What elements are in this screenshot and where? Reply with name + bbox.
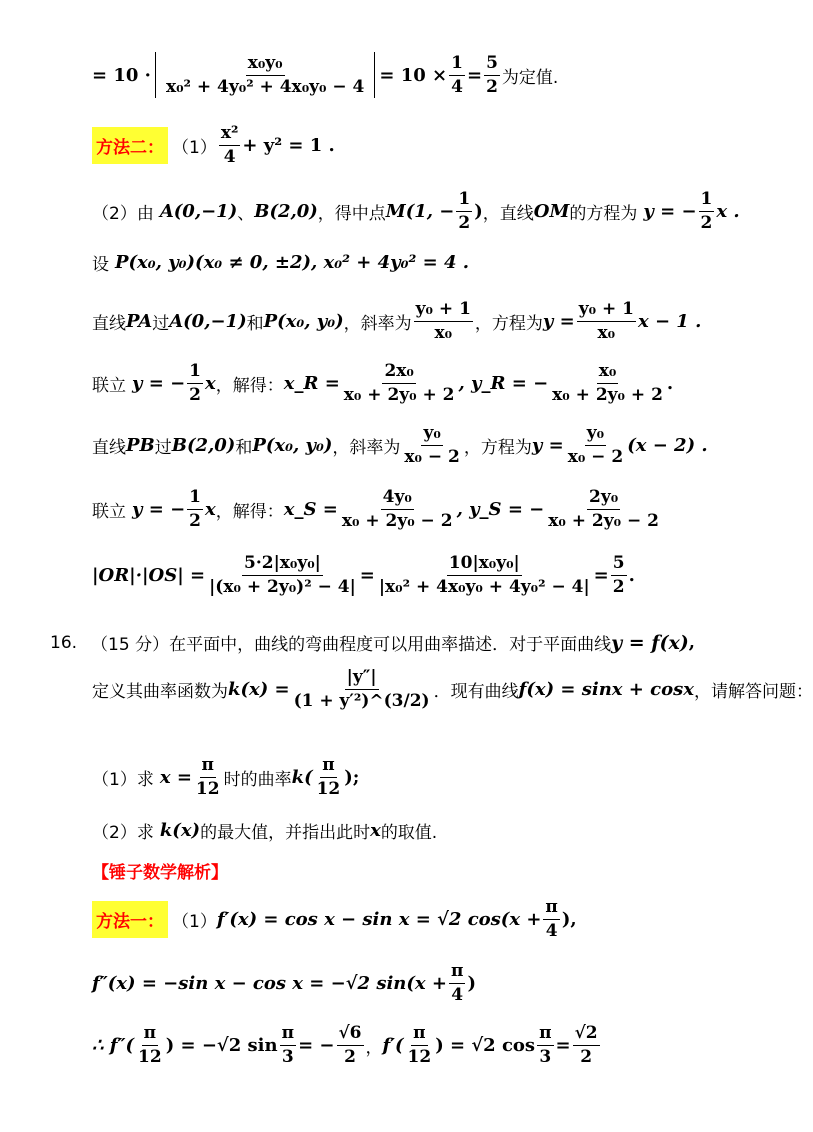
fraction: $\frac{1}{2}$ (700, 189, 713, 233)
fraction: $\frac{1}{2}$ (458, 189, 471, 233)
fraction: $\frac{\text{2x₀}}{\text{x₀ + 2y₀ + 2}}$ (343, 361, 455, 405)
fraction: $\frac{\pi}{12}$ (195, 755, 220, 799)
method-two-line: 方法二： （1） $\frac{\text{x²}}{4}$ + y² = 1 . (92, 124, 335, 166)
fraction: $\frac{\text{y₀}}{\text{x₀ − 2}}$ (404, 423, 460, 467)
second-derivative-line: f″(x) = −sin x − cos x = −√2 sin(x + $\frac{\pi}{4}$ ) (92, 961, 476, 1005)
question-16: 16. （15 分）在平面中，曲线的弯曲程度可以用曲率描述．对于平面曲线 y = f(x) , (50, 631, 696, 655)
fraction: $\frac{\pi}{12}$ (407, 1023, 432, 1067)
sub-question-1: （1）求 x = $\frac{\pi}{12}$ 时的曲率 k( $\frac{\pi}{12}$ ) ; (92, 755, 360, 799)
fraction: $\frac{\text{10|x₀y₀|}}{\text{|x₀² + 4x₀y₀ + 4y₀² − 4|}}$ (378, 553, 590, 597)
fraction: $\frac{\text{2y₀}}{\text{x₀ + 2y₀ − 2}}$ (548, 487, 659, 531)
eq-line-9: |OR|·|OS| = $\frac{\text{5·2|x₀y₀|}}{\text{|(x₀ + 2y₀)² − 4|}}$ = $\frac{\text{10|x₀y₀|}}{\text{|x₀² + 4x₀y₀ + 4y₀² − 4|}}$ = $\frac{5}{2}$ . (92, 553, 635, 597)
fraction: $\frac{5}{2}$ (486, 53, 498, 97)
solution-title: 【锤子数学解析】 (92, 863, 228, 883)
fraction: $\frac{1}{2}$ (189, 361, 201, 405)
fraction: $\frac{\pi}{4}$ (451, 961, 464, 1005)
sub-question-2: （2）求 k(x) 的最大值，并指出此时 x 的取值. (92, 820, 438, 843)
abs-expr (155, 52, 375, 98)
fraction: $\frac{\text{4y₀}}{\text{x₀ + 2y₀ − 2}}$ (341, 487, 453, 531)
eq-line-1: = 10 · $\frac{\text{x₀y₀}}{\text{x₀² + 4y₀² + 4x₀y₀ − 4}}$ = 10 × $\frac{1}{4}$ = $\frac{5}{2}$ 为定值. (92, 53, 559, 97)
eq-line-5: 直线 PA 过 A(0,−1) 和 P(x₀, y₀) ，斜率为 $\frac{\text{y₀ + 1}}{\text{x₀}}$ ，方程为 y = $\frac{\text{y₀ + 1}}{\text{x₀}}$ x − 1 . (92, 299, 702, 343)
curvature-definition: 定义其曲率函数为 k(x) = $\frac{|y''|}{\text{(1 + y′²)\textasciicircum{}(3/2)}}$ ．现有曲线 f(x) = sinx + cosx ，请解答问题： (92, 667, 813, 711)
method-one-badge: 方法一： (92, 901, 168, 938)
fraction: $\frac{|y''|}{\text{(1 + y′²)\textasciicircum{}(3/2)}}$ (293, 667, 430, 711)
fraction: $\frac{\text{x₀}}{\text{x₀ + 2y₀ + 2}}$ (552, 361, 663, 405)
fraction: $\frac{\pi}{3}$ (539, 1023, 552, 1067)
fraction: $\frac{5}{2}$ (612, 553, 625, 597)
fraction: $\frac{\text{y₀ + 1}}{\text{x₀}}$ (578, 299, 634, 343)
fraction: $\frac{\pi}{4}$ (545, 897, 558, 941)
eq-line-4: 设 P(x₀, y₀)(x₀ ≠ 0, ±2), x₀² + 4y₀² = 4 . (92, 252, 470, 275)
method-one-line: 方法一： （1） f′(x) = cos x − sin x = √2 cos(x + $\frac{\pi}{4}$ ), (92, 898, 577, 940)
fraction: $\frac{\pi}{12}$ (316, 755, 341, 799)
eq-line-6: 联立 y = − $\frac{1}{2}$ x ，解得： x_R = $\frac{\text{2x₀}}{\text{x₀ + 2y₀ + 2}}$ , y_R = − $\frac{\text{x₀}}{\text{x₀ + 2y₀ + 2}}$ . (92, 361, 674, 405)
eq-line-3: （2）由 A(0,−1) 、 B(2,0) ，得中点 M(1, − $\frac{1}{2}$ ) ，直线 OM 的方程为 y = − $\frac{1}{2}$ x . (92, 189, 740, 233)
evaluation-line: ∴ f″( $\frac{\pi}{12}$ ) = −√2 sin $\frac{\pi}{3}$ = − $\frac{√6}{2}$ ， f′( $\frac{\pi}{12}$ ) = √2 cos $\frac{\pi}{3}$ = $\frac{√2}{2}$ (92, 1023, 598, 1067)
fraction: $\frac{\text{y₀ + 1}}{\text{x₀}}$ (415, 299, 471, 343)
fraction: $\frac{1}{4}$ (451, 53, 463, 97)
fraction: $\frac{\pi}{3}$ (281, 1023, 295, 1067)
fraction: $\frac{1}{2}$ (189, 487, 201, 531)
fraction: $\frac{\text{5·2|x₀y₀|}}{\text{|(x₀ + 2y₀)² − 4|}}$ (209, 553, 356, 597)
fraction: $\frac{\text{x₀y₀}}{\text{x₀² + 4y₀² + 4x₀y₀ − 4}}$ (165, 53, 365, 97)
eq-line-8: 联立 y = − $\frac{1}{2}$ x ，解得： x_S = $\frac{\text{4y₀}}{\text{x₀ + 2y₀ − 2}}$ , y_S = − $\frac{\text{2y₀}}{\text{x₀ + 2y₀ − 2}}$ (92, 487, 659, 531)
fraction: $\frac{√2}{2}$ (574, 1023, 598, 1067)
eq-line-7: 直线 PB 过 B(2,0) 和 P(x₀, y₀) ，斜率为 $\frac{\text{y₀}}{\text{x₀ − 2}}$ ，方程为 y = $\frac{\text{y₀}}{\text{x₀ − 2}}$ (x − 2) . (92, 423, 708, 467)
fraction: $\frac{\text{x²}}{4}$ (220, 123, 239, 167)
fraction: $\frac{\text{y₀}}{\text{x₀ − 2}}$ (567, 423, 624, 467)
fraction: $\frac{√6}{2}$ (338, 1023, 362, 1067)
fraction: $\frac{\pi}{12}$ (138, 1023, 162, 1067)
method-two-badge: 方法二： (92, 127, 168, 164)
